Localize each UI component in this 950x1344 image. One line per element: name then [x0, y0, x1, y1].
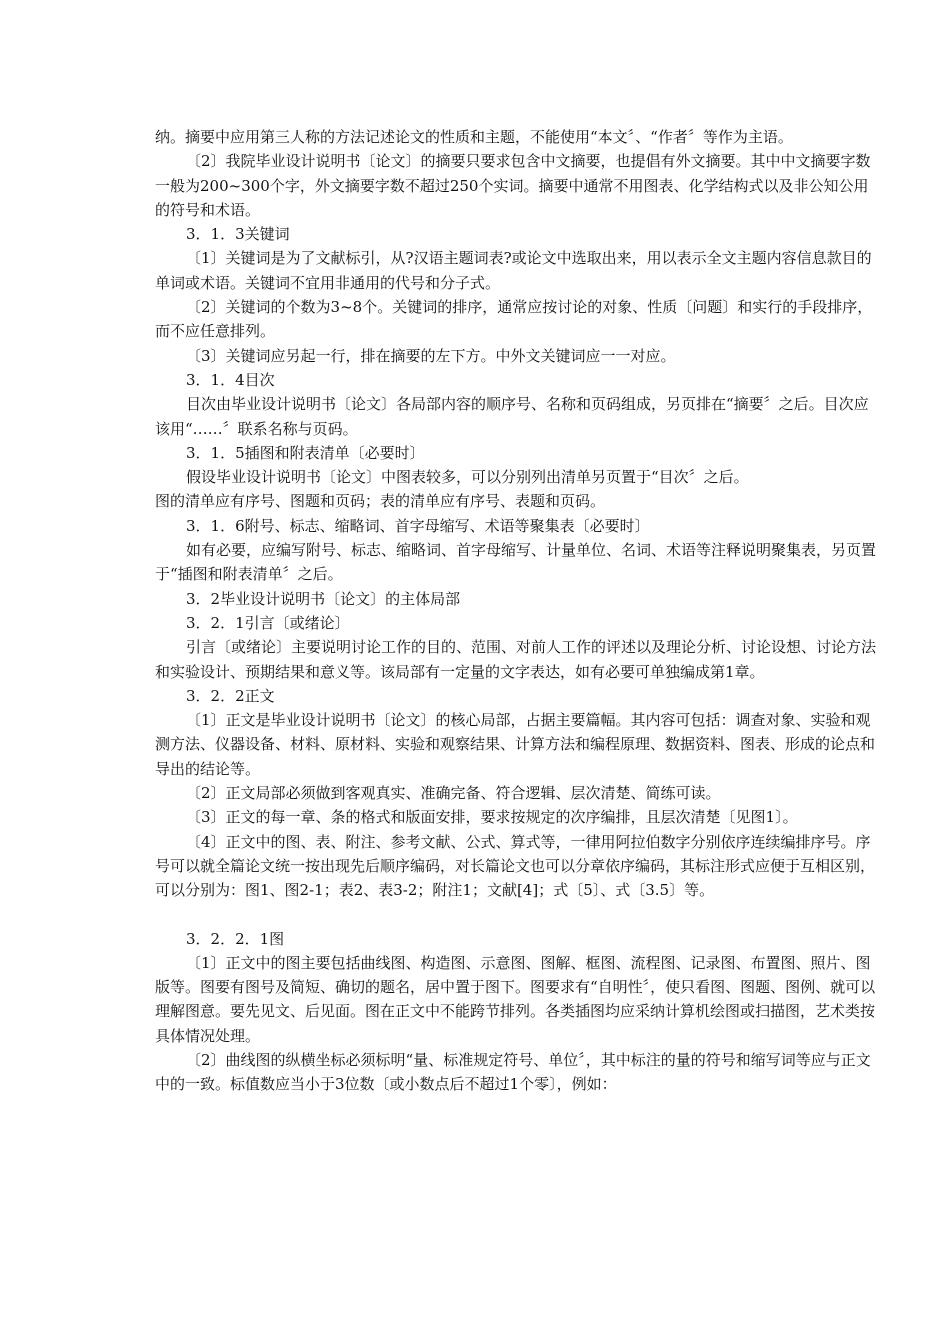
- paragraph: 〔1〕关键词是为了文献标引，从?汉语主题词表?或论文中选取出来，用以表示全文主题内容信息款目的单词或术语。关键词不宜用非通用的代号和分子式。: [155, 249, 872, 292]
- paragraph: 〔2〕正文局部必须做到客观真实、准确完备、符合逻辑、层次清楚、简练可读。: [186, 784, 721, 803]
- paragraph: 〔2〕关键词的个数为3~8个。关键词的排序，通常应按讨论的对象、性质〔问题〕和实行的手段排序，而不应任意排列。: [155, 298, 873, 341]
- paragraph: 〔2〕我院毕业设计说明书〔论文〕的摘要只要求包含中文摘要，也提倡有外文摘要。其中中文摘要字数一般为200~300个字，外文摘要字数不超过250个实词。摘要中通常不用图表、化学结构式以及非公知公用的符号和术语。: [155, 152, 871, 219]
- paragraph: 3．1．6附号、标志、缩略词、首字母缩写、术语等聚集表〔必要时〕: [186, 516, 650, 535]
- document-body: [155, 125, 877, 1097]
- paragraph: 〔4〕正文中的图、表、附注、参考文献、公式、算式等，一律用阿拉伯数字分别依序连续编排序号。序号可以就全篇论文统一按出现先后顺序编码，对长篇论文也可以分章依序编码，其标注形式应便于互相区别，可以分别为：图1、图2-1；表2、表3-2；附注1；文献[4]；式〔5〕、式〔3.5〕等。: [155, 832, 876, 900]
- paragraph: 3．2毕业设计说明书〔论文〕的主体局部: [186, 589, 461, 608]
- paragraph: 假设毕业设计说明书〔论文〕中图表较多，可以分别列出清单另页置于“目次〞之后。: [186, 468, 749, 487]
- paragraph: 〔3〕正文的每一章、条的格式和版面安排，要求按规定的次序编排，且层次清楚〔见图1〕。: [186, 808, 798, 827]
- paragraph: 图的清单应有序号、图题和页码；表的清单应有序号、表题和页码。: [155, 492, 606, 511]
- paragraph: 3．1．3关键词: [186, 225, 290, 244]
- paragraph: 3．2．1引言〔或绪论〕: [186, 613, 350, 632]
- paragraph: 3．2．2正文: [186, 686, 275, 705]
- paragraph: 纳。摘要中应用第三人称的方法记述论文的性质和主题，不能使用“本文〞、“作者〞等作为主语。: [155, 128, 793, 146]
- paragraph: 〔1〕正文是毕业设计说明书〔论文〕的核心局部，占据主要篇幅。其内容可包括：调查对象、实验和观测方法、仪器设备、材料、原材料、实验和观察结果、计算方法和编程原理、数据资料、图表、形成的论点和导出的结论等。: [155, 711, 876, 778]
- paragraph: 〔2〕曲线图的纵横坐标必须标明“量、标准规定符号、单位〞，其中标注的量的符号和缩写词等应与正文中的一致。标值数应当小于3位数〔或小数点后不超过1个零〕，例如：: [155, 1050, 871, 1094]
- paragraph: 目次由毕业设计说明书〔论文〕各局部内容的顺序号、名称和页码组成，另页排在“摘要〞之后。目次应该用“……〞联系名称与页码。: [155, 395, 869, 438]
- paragraph: 〔3〕关键词应另起一行，排在摘要的左下方。中外文关键词应一一对应。: [186, 346, 676, 365]
- paragraph: 如有必要，应编写附号、标志、缩略词、首字母缩写、计量单位、名词、术语等注释说明聚集表，另页置于“插图和附表清单〞之后。: [155, 541, 877, 584]
- paragraph: 3．2．2．1图: [186, 929, 285, 948]
- blank-line: [155, 903, 877, 927]
- paragraph: 〔1〕正文中的图主要包括曲线图、构造图、示意图、图解、框图、流程图、记录图、布置图、照片、图版等。图要有图号及简短、确切的题名，居中置于图下。图要求有“自明性〞，使只看图、图题、图例、就可以理解图意。要先见文、后见面。图在正文中不能跨节排列。各类插图均应采纳计算机绘图或扫描图，艺术类按具体情况处理。: [155, 953, 876, 1045]
- paragraph: 3．1．4目次: [186, 370, 275, 389]
- paragraph: 3．1．5插图和附表清单〔必要时〕: [186, 443, 425, 462]
- paragraph: 引言〔或绪论〕主要说明讨论工作的目的、范围、对前人工作的评述以及理论分析、讨论设想、讨论方法和实验设计、预期结果和意义等。该局部有一定量的文字表达，如有必要可单独编成第1章。: [155, 638, 877, 681]
